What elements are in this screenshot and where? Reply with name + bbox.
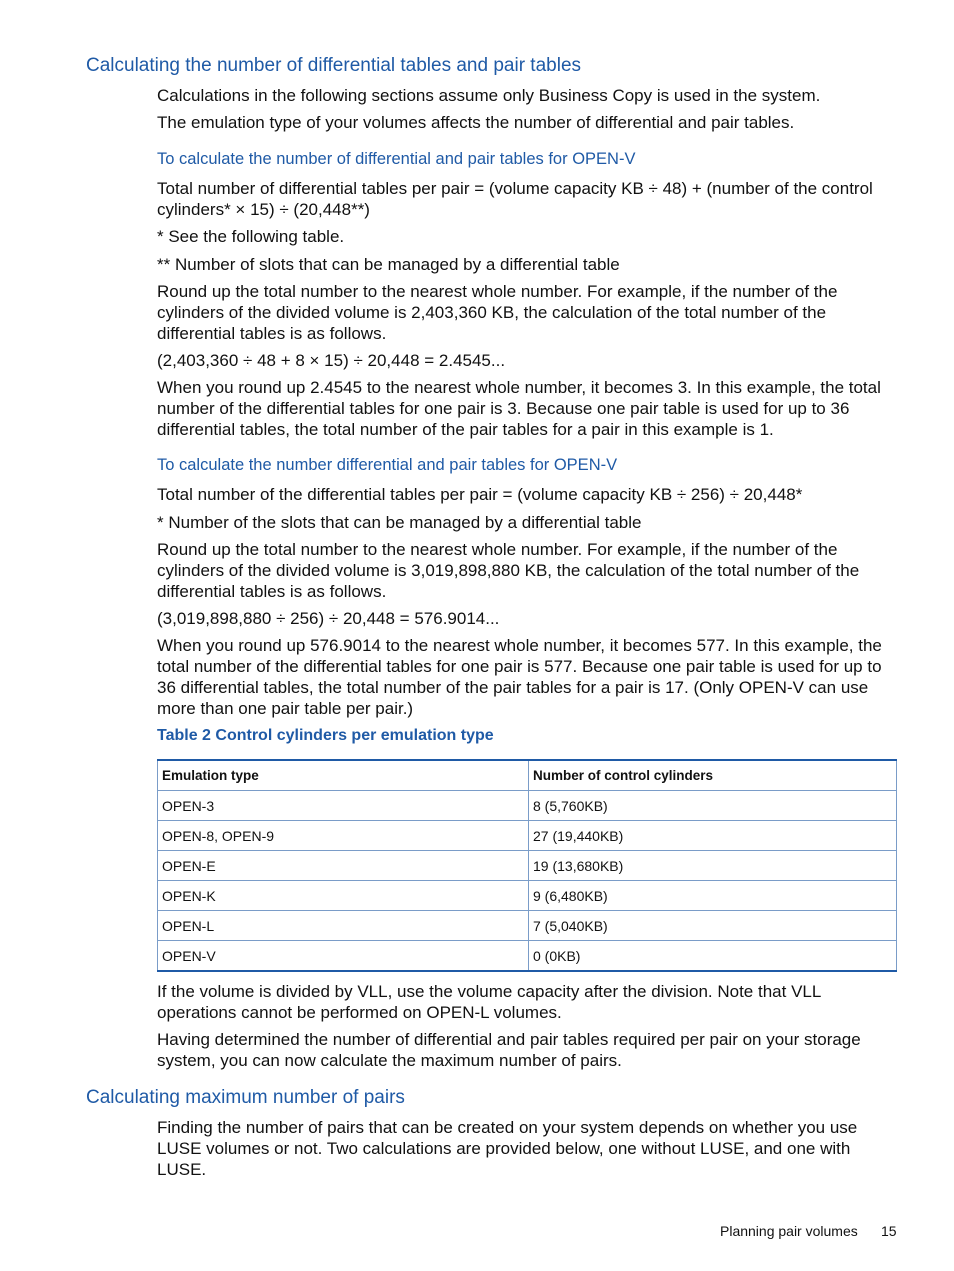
column-header-control-cylinders: Number of control cylinders [529,760,897,791]
paragraph-calculation-1: (2,403,360 ÷ 48 + 8 × 15) ÷ 20,448 = 2.4545... [157,351,506,370]
table-cell-emulation: OPEN-8, OPEN-9 [158,821,529,851]
column-header-emulation-type: Emulation type [158,760,529,791]
footer-section-title: Planning pair volumes [720,1223,858,1239]
table-header-row [158,760,897,791]
subheading-open-v-1: To calculate the number of differential and pair tables for OPEN-V [157,150,636,168]
footer-page-number: 15 [881,1223,897,1239]
table-cell-cylinders: 8 (5,760KB) [529,791,897,821]
section-heading-differential-tables: Calculating the number of differential tables and pair tables [86,55,582,76]
paragraph-note-2: ** Number of slots that can be managed by a differential table [157,255,620,274]
table-row [158,851,897,881]
paragraph-emulation: The emulation type of your volumes affects the number of differential and pair tables. [157,113,795,132]
table-cell-emulation: OPEN-K [158,881,529,911]
paragraph-having-determined: Having determined the number of differential and pair tables required per pair on your storage system, you can now calculate the maximum number of pairs. [157,1030,861,1070]
table-cell-emulation: OPEN-3 [158,791,529,821]
paragraph-round-up-2: Round up the total number to the nearest whole number. For example, if the number of the cylinders of the divided volume is 3,019,898,880 KB, the calculation of the total number of the differential tables is as follows. [157,540,860,601]
paragraph-calculation-2: (3,019,898,880 ÷ 256) ÷ 20,448 = 576.9014... [157,609,500,628]
paragraph-formula-2: Total number of the differential tables per pair = (volume capacity KB ÷ 256) ÷ 20,448* [157,485,803,504]
table-cell-cylinders: 0 (0KB) [529,941,897,972]
control-cylinders-table [157,759,897,972]
table-caption: Table 2 Control cylinders per emulation type [157,727,494,744]
paragraph-result-2: When you round up 576.9014 to the nearest whole number, it becomes 577. In this example, the total number of the differential tables for one pair is 577. Because one pair table is used for up to 36 differential tables, the total number of the pair tables for a pair is 17. (Only OPEN-V can use more than one pair table per pair.) [157,636,882,718]
table-cell-emulation: OPEN-V [158,941,529,972]
table-row [158,911,897,941]
table-row [158,941,897,972]
table-cell-cylinders: 9 (6,480KB) [529,881,897,911]
table-row [158,821,897,851]
table-cell-cylinders: 27 (19,440KB) [529,821,897,851]
table-cell-cylinders: 7 (5,040KB) [529,911,897,941]
table-cell-emulation: OPEN-L [158,911,529,941]
table-cell-emulation: OPEN-E [158,851,529,881]
subheading-open-v-2: To calculate the number differential and pair tables for OPEN-V [157,456,618,474]
paragraph-note-3: * Number of the slots that can be managed by a differential table [157,513,642,532]
paragraph-formula-1: Total number of differential tables per pair = (volume capacity KB ÷ 48) + (number of the control cylinders* × 15) ÷ (20,448**) [157,179,873,219]
paragraph-assumption: Calculations in the following sections assume only Business Copy is used in the system. [157,86,821,105]
paragraph-round-up-1: Round up the total number to the nearest whole number. For example, if the number of the cylinders of the divided volume is 2,403,360 KB, the calculation of the total number of the differential tables is as follows. [157,282,838,343]
table-cell-cylinders: 19 (13,680KB) [529,851,897,881]
paragraph-vll-note: If the volume is divided by VLL, use the volume capacity after the division. Note that VLL operations cannot be performed on OPEN-L volumes. [157,982,821,1022]
table-row [158,881,897,911]
paragraph-result-1: When you round up 2.4545 to the nearest whole number, it becomes 3. In this example, the total number of the differential tables for one pair is 3. Because one pair table is used for up to 36 differential tables, the total number of the pair tables for a pair in this example is 1. [157,378,881,439]
table-row [158,791,897,821]
paragraph-finding-pairs: Finding the number of pairs that can be created on your system depends on whether you use LUSE volumes or not. Two calculations are provided below, one without LUSE, and one with LUSE. [157,1118,858,1179]
section-heading-maximum-pairs: Calculating maximum number of pairs [86,1087,405,1108]
paragraph-note-1: * See the following table. [157,227,345,246]
